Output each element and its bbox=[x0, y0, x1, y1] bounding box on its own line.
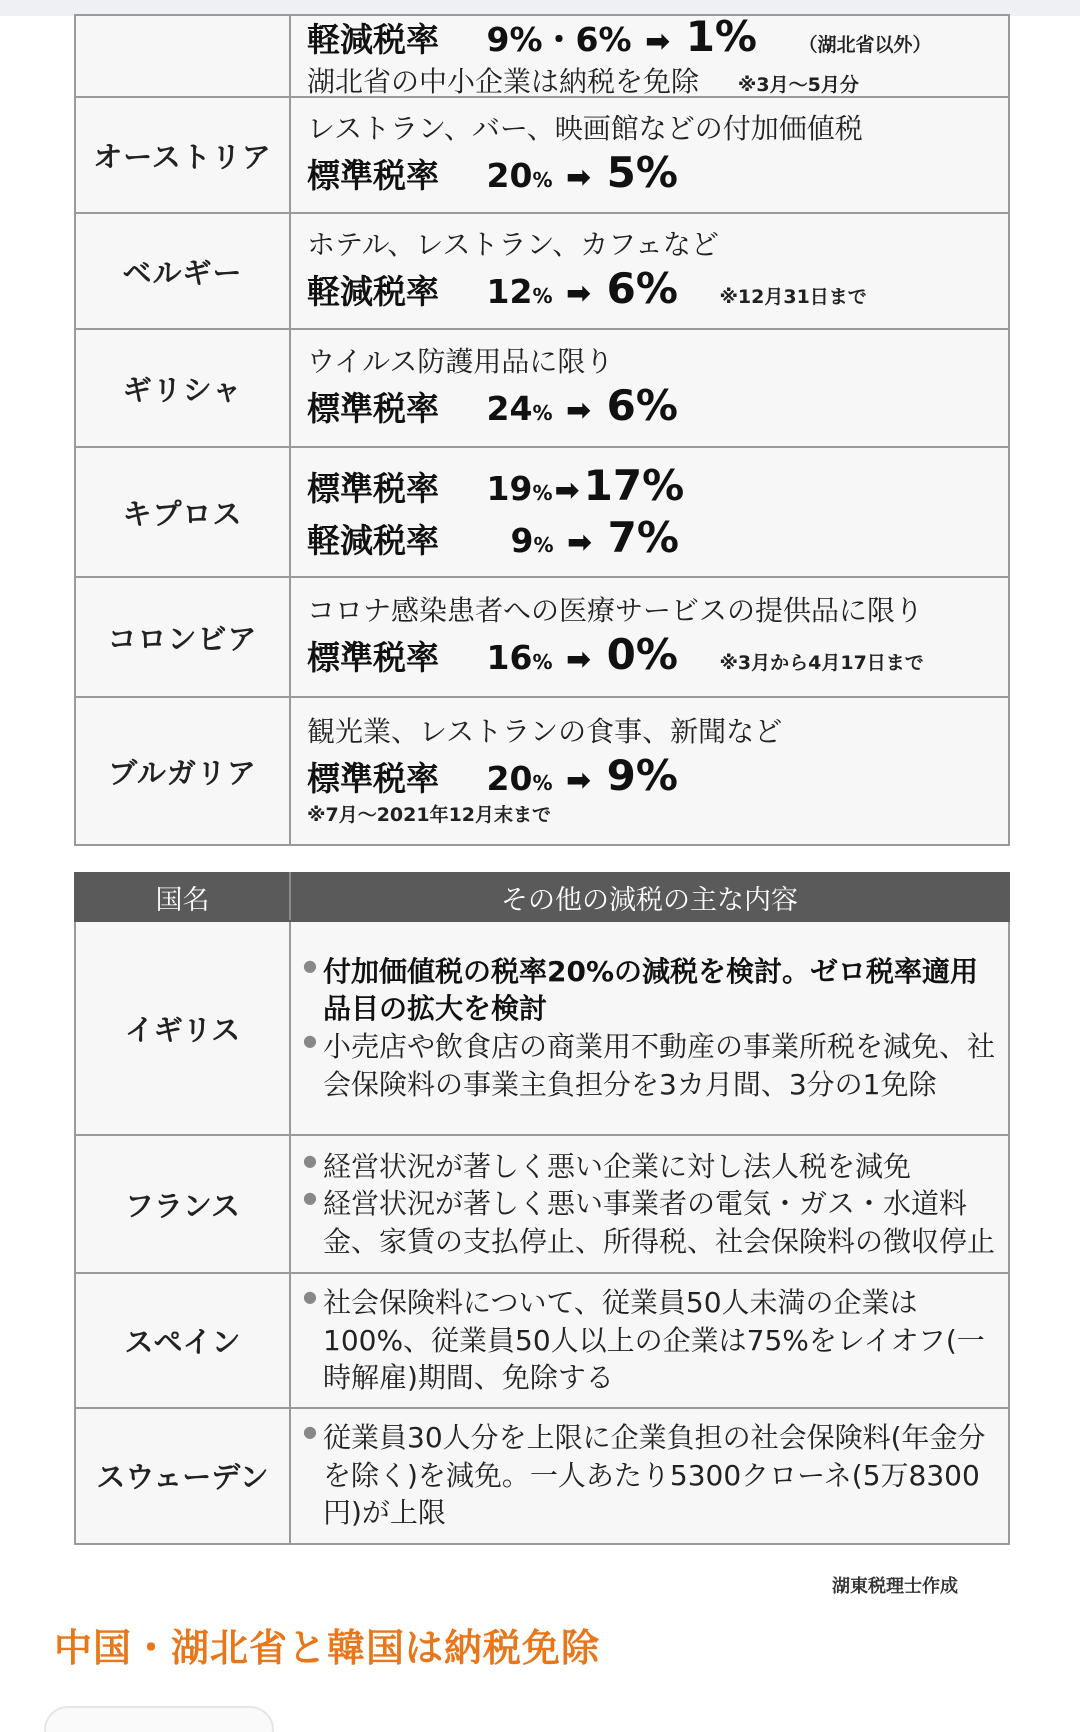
tax-description: 湖北省の中小企業は納税を免除 ※3月〜5月分 bbox=[307, 64, 859, 98]
period-note: ※3月から4月17日まで bbox=[719, 651, 924, 674]
country-name: ベルギー bbox=[75, 213, 290, 329]
tax-description: ウイルス防護用品に限り bbox=[307, 344, 614, 378]
tax-description: ホテル、レストラン、カフェなど bbox=[307, 227, 719, 261]
table-row bbox=[75, 1135, 1009, 1273]
tax-rate-line: 標準税率 20% ➡ 9% bbox=[307, 751, 678, 801]
table-row bbox=[75, 921, 1009, 1135]
tax-rate-line: 軽減税率 9%・6% ➡ 1% （湖北省以外） bbox=[307, 12, 932, 61]
table-row bbox=[75, 213, 1009, 329]
country-name: イギリス bbox=[75, 921, 290, 1135]
tax-rate-line: 標準税率 24% ➡ 6% bbox=[307, 380, 678, 430]
country-name: キプロス bbox=[75, 447, 290, 577]
tax-infographic bbox=[52, 12, 1028, 1597]
table-row bbox=[75, 329, 1009, 447]
period-note: ※7月〜2021年12月末まで bbox=[307, 803, 552, 826]
bottom-chip[interactable] bbox=[44, 1706, 274, 1732]
tax-rate-line: 軽減税率 12% ➡ 6% ※12月31日まで bbox=[307, 263, 867, 313]
list-item: ● 従業員30人分を上限に企業負担の社会保険料(年金分を除く)を減免。一人あたり5300クローネ(5万8300円)が上限 bbox=[303, 1419, 998, 1532]
tax-description: レストラン、バー、映画館などの付加価値税 bbox=[307, 111, 863, 145]
table-row bbox=[75, 1408, 1009, 1544]
column-header-country: 国名 bbox=[75, 873, 290, 921]
country-name: スウェーデン bbox=[75, 1408, 290, 1544]
tax-description: 観光業、レストランの食事、新聞など bbox=[307, 715, 783, 749]
column-header-content: その他の減税の主な内容 bbox=[290, 873, 1009, 921]
other-tax-relief-table bbox=[74, 872, 1010, 1545]
period-note: ※12月31日まで bbox=[719, 285, 867, 308]
list-item: ● 社会保険料について、従業員50人未満の企業は100%、従業員50人以上の企業は75%をレイオフ(一時解雇)期間、免除する bbox=[303, 1284, 998, 1397]
list-item: ● 付加価値税の税率20%の減税を検討。ゼロ税率適用品目の拡大を検討 bbox=[303, 953, 998, 1028]
country-name: ブルガリア bbox=[75, 697, 290, 845]
tax-rate-line: 標準税率 19%➡17% bbox=[307, 460, 685, 510]
country-name: フランス bbox=[75, 1135, 290, 1273]
table-row bbox=[75, 697, 1009, 845]
tax-rate-line: 軽減税率 9% ➡ 7% bbox=[307, 513, 679, 562]
table-row bbox=[75, 577, 1009, 697]
tax-description: コロナ感染患者への医療サービスの提供品に限り bbox=[307, 593, 924, 627]
tax-rate-line: 標準税率 16% ➡ 0% ※3月から4月17日まで bbox=[307, 629, 924, 679]
country-name bbox=[75, 15, 290, 97]
table-header-row bbox=[75, 873, 1009, 921]
tax-rate-line: 標準税率 20% ➡ 5% bbox=[307, 147, 678, 197]
source-credit: 湖東税理士作成 bbox=[832, 1576, 958, 1597]
country-name: コロンビア bbox=[75, 577, 290, 697]
table-row bbox=[75, 15, 1009, 97]
country-name: スペイン bbox=[75, 1273, 290, 1408]
table-row bbox=[75, 1273, 1009, 1408]
table-row bbox=[75, 447, 1009, 577]
country-name: ギリシャ bbox=[75, 329, 290, 447]
list-item: ● 経営状況が著しく悪い企業に対し法人税を減免 bbox=[303, 1148, 998, 1186]
vat-reduction-table bbox=[74, 14, 1010, 846]
section-heading: 中国・湖北省と韓国は納税免除 bbox=[54, 1626, 601, 1670]
country-name: オーストリア bbox=[75, 97, 290, 213]
list-item: ● 経営状況が著しく悪い事業者の電気・ガス・水道料金、家賃の支払停止、所得税、社会保険料の徴収停止 bbox=[303, 1185, 998, 1260]
list-item: ● 小売店や飲食店の商業用不動産の事業所税を減免、社会保険料の事業主負担分を3カ月間、3分の1免除 bbox=[303, 1028, 998, 1103]
table-row bbox=[75, 97, 1009, 213]
